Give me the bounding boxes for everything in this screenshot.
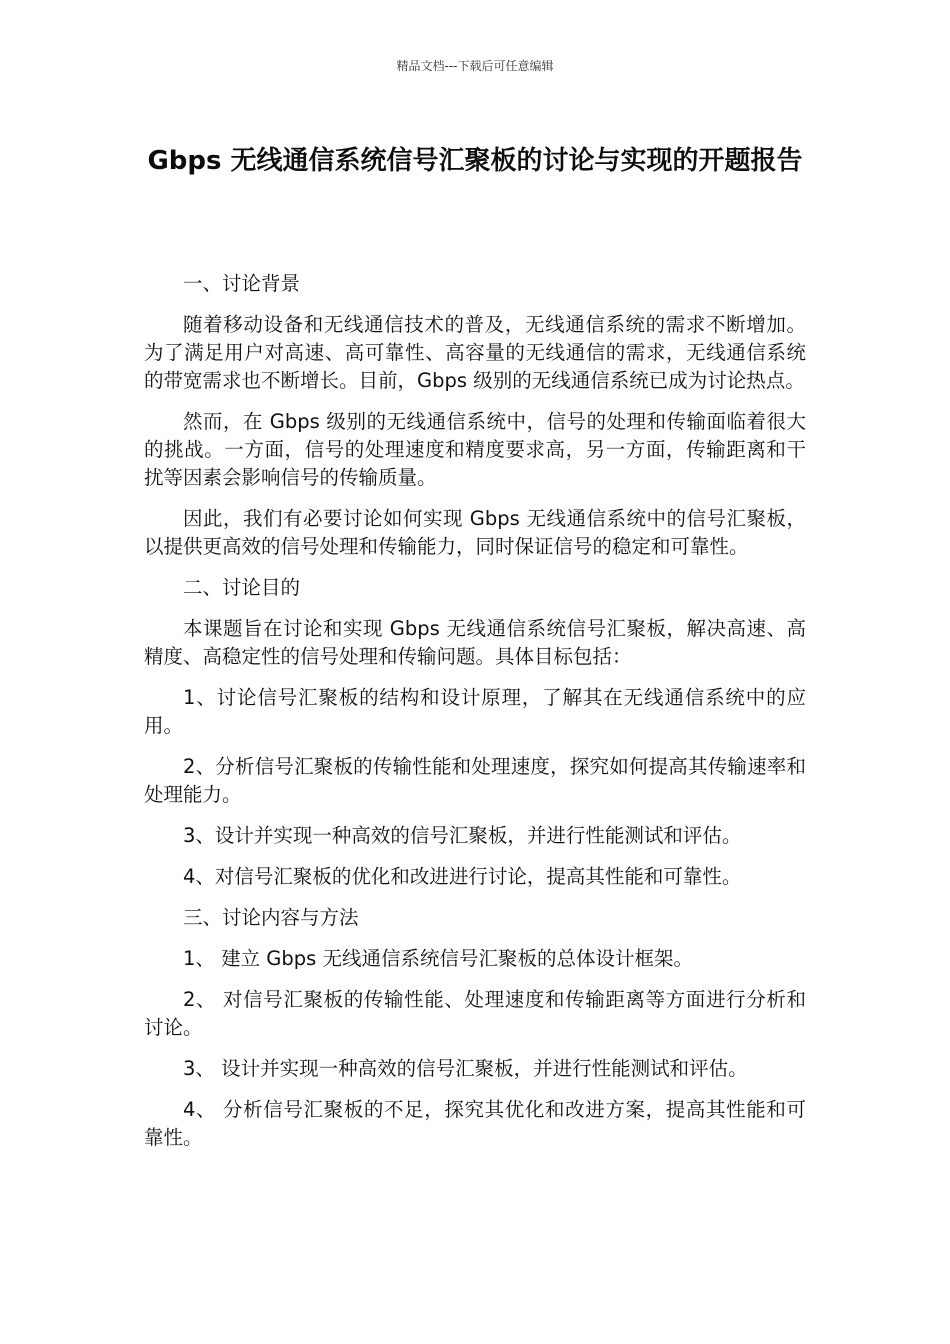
list-item: 2、 对信号汇聚板的传输性能、处理速度和传输距离等方面进行分析和讨论。 [144,988,806,1039]
paragraph: 本课题旨在讨论和实现 Gbps 无线通信系统信号汇聚板，解决高速、高精度、高稳定性的信号处理和传输问题。具体目标包括： [144,617,806,668]
list-item: 1、讨论信号汇聚板的结构和设计原理，了解其在无线通信系统中的应用。 [144,686,806,737]
paragraph: 因此，我们有必要讨论如何实现 Gbps 无线通信系统中的信号汇聚板，以提供更高效的信号处理和传输能力，同时保证信号的稳定和可靠性。 [144,507,806,558]
paragraph: 然而，在 Gbps 级别的无线通信系统中，信号的处理和传输面临着很大的挑战。一方面，信号的处理速度和精度要求高，另一方面，传输距离和干扰等因素会影响信号的传输质量。 [144,410,806,489]
paragraph: 随着移动设备和无线通信技术的普及，无线通信系统的需求不断增加。为了满足用户对高速、高可靠性、高容量的无线通信的需求，无线通信系统的带宽需求也不断增长。目前，Gbps 级别的无线通信系统已成为讨论热点。 [144,313,806,392]
section-heading-content-methods: 三、讨论内容与方法 [183,906,359,929]
list-item: 4、 分析信号汇聚板的不足，探究其优化和改进方案，提高其性能和可靠性。 [144,1098,806,1149]
list-item: 3、 设计并实现一种高效的信号汇聚板，并进行性能测试和评估。 [183,1057,748,1080]
list-item: 2、分析信号汇聚板的传输性能和处理速度，探究如何提高其传输速率和处理能力。 [144,755,806,806]
document-title: Gbps 无线通信系统信号汇聚板的讨论与实现的开题报告 [147,146,803,176]
document-body [144,270,806,1165]
section-heading-purpose: 二、讨论目的 [183,576,301,599]
list-item: 3、设计并实现一种高效的信号汇聚板，并进行性能测试和评估。 [183,824,742,847]
list-item: 4、对信号汇聚板的优化和改进进行讨论，提高其性能和可靠性。 [183,865,742,888]
header-note: 精品文档---下载后可任意编辑 [396,59,554,73]
section-heading-background: 一、讨论背景 [183,272,301,295]
list-item: 1、 建立 Gbps 无线通信系统信号汇聚板的总体设计框架。 [183,947,694,970]
